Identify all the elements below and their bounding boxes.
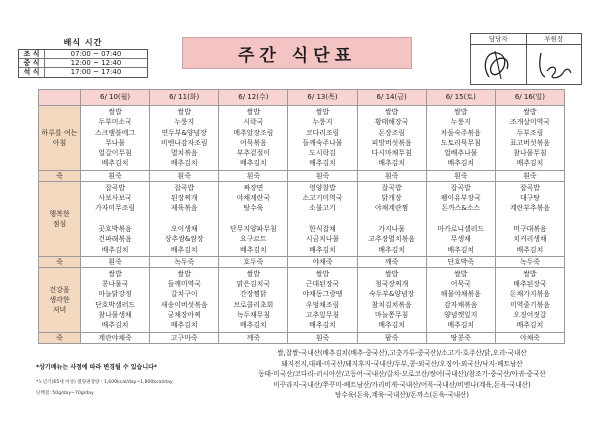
approval-column	[471, 34, 526, 84]
menu-cell	[426, 267, 495, 332]
menu-item: 야채동그랑땡	[302, 290, 343, 299]
menu-cell	[81, 267, 150, 332]
menu-item: 시금치나물	[305, 235, 340, 244]
menu-item: 도토리묵무침	[440, 138, 481, 147]
menu-item: 쌀밥	[246, 269, 260, 278]
menu-item: 도시락김	[309, 149, 336, 158]
meal-label-line: 행복한	[49, 209, 70, 218]
menu-item: 배추김치	[240, 159, 267, 168]
menu-item: 배추김치	[516, 321, 544, 330]
menu-item: 배추된장국	[513, 280, 547, 289]
meal-row	[39, 267, 565, 332]
menu-item: 콩나물국	[101, 280, 129, 289]
menu-item: 미역줄기볶음	[509, 300, 550, 309]
menu-item: 피망버섯볶음	[371, 138, 412, 147]
porridge-cell: 땅콩죽	[426, 332, 495, 343]
menu-item: 들깨숙주나물	[302, 138, 343, 147]
menu-change-notice: *상기메뉴는 사정에 따라 변경될 수 있습니다*	[36, 364, 158, 371]
porridge-cell: 흰죽	[81, 170, 150, 181]
menu-item: 코다리조림	[305, 128, 340, 137]
menu-item: 마늘쫑무침	[374, 311, 409, 320]
menu-item: 배추김치	[378, 321, 405, 330]
menu-item: 돈장조림	[378, 128, 405, 137]
origin-line: 돼지전지,대패-미국산/돼지후지-국내산/두부,콩-외국산/오징어-외국산/낙지-베트남산	[281, 359, 523, 368]
menu-cell	[495, 181, 564, 256]
menu-item: 팽이유부장국	[440, 194, 481, 203]
menu-cell	[219, 106, 288, 171]
menu-item: 참치김치볶음	[371, 300, 412, 309]
menu-item: 대구탕	[519, 194, 540, 203]
menu-item: 쌀밥	[108, 269, 122, 278]
menu-item: 두부미소국	[98, 118, 132, 127]
menu-item: 배추김치	[309, 159, 336, 168]
day-header: 6/ 13(목)	[288, 90, 357, 106]
meal-time-name: 조 식	[19, 50, 45, 58]
menu-item: 갈치구이	[170, 290, 198, 299]
menu-item: 쌀밥	[523, 108, 537, 116]
day-header: 6/ 11(화)	[150, 90, 219, 106]
menu-item: 쌀밥	[177, 269, 191, 278]
menu-item: 연두부&양념장	[161, 128, 207, 137]
porridge-cell: 호두죽	[219, 256, 288, 267]
menu-item: 쌀밥	[246, 108, 260, 116]
menu-item: 브로콜리초회	[233, 300, 274, 309]
menu-item: 단무지양파무침	[230, 224, 277, 233]
menu-item: 사보사보국	[98, 194, 132, 203]
signature-staff	[471, 45, 526, 84]
porridge-cell: 흰죽	[426, 170, 495, 181]
menu-item	[81, 214, 149, 224]
menu-item: 배추김치	[101, 159, 129, 168]
meal-time-name: 중 식	[19, 59, 45, 67]
meal-row	[39, 181, 565, 256]
day-header: 6/ 14(금)	[357, 90, 426, 106]
meal-times-table	[18, 49, 148, 78]
menu-cell	[495, 106, 564, 171]
protein-note: 단백질: 50g/day~70g/day	[36, 391, 94, 396]
porridge-cell: 흰죽	[288, 332, 357, 343]
porridge-cell: 계란야채죽	[81, 332, 150, 343]
menu-item: 돈채가지볶음	[509, 290, 550, 299]
approval-column	[526, 34, 582, 84]
meal-label	[39, 106, 81, 171]
menu-cell	[288, 181, 357, 256]
header-corner	[39, 90, 81, 106]
menu-cell	[219, 181, 288, 256]
menu-item: 궁채장아찌	[167, 311, 201, 320]
approval-label-director: 부원장	[527, 34, 582, 45]
menu-item: 누룽지	[450, 118, 471, 127]
menu-item: 고추잎무침	[305, 311, 340, 320]
menu-item: 가지나물	[378, 224, 405, 233]
porridge-row	[39, 332, 565, 343]
day-header: 6/ 12(수)	[219, 90, 288, 106]
origin-line: 동태-미국산/코다리-러시아산/고등어-국내산/갈치-모로코산/쌍어(국내산)/참조기-중국산/아귀-중국산	[258, 370, 546, 379]
meal-label-line: 건강을	[49, 285, 70, 294]
menu-item: 무나물	[105, 138, 126, 147]
menu-item	[358, 214, 426, 224]
porridge-label: 죽	[39, 170, 81, 181]
weekly-menu-table	[38, 89, 565, 344]
menu-cell	[426, 106, 495, 171]
menu-cell	[150, 267, 219, 332]
menu-item: 배추김치	[101, 245, 129, 254]
menu-item: 쌀밥	[384, 108, 399, 116]
meal-time-value: 12:00 ~ 12:40	[70, 59, 122, 67]
menu-cell	[288, 106, 357, 171]
menu-item: 누룽지	[174, 118, 195, 127]
menu-item: 배추김치	[170, 321, 198, 330]
menu-item: 상추쌈&쌈장	[164, 235, 204, 244]
menu-item: 탕수육	[243, 204, 264, 213]
menu-item: 감자채볶음	[444, 300, 478, 309]
menu-item: 소고기미역국	[302, 194, 343, 203]
menu-item: 배추김치	[101, 321, 129, 330]
menu-cell	[150, 106, 219, 171]
porridge-cell: 흰죽	[219, 170, 288, 181]
origin-line: 탕수육(돈육,계육-국내산)/돈까스(돈육-국내산)	[334, 391, 470, 400]
menu-item: 얼배추나물	[444, 149, 478, 158]
porridge-row	[39, 256, 565, 267]
meal-row	[39, 106, 565, 171]
day-header: 6/ 10(월)	[81, 90, 150, 106]
menu-item: 배추김치	[309, 321, 336, 330]
origin-line: 쌀,찹쌀-국내산(배추김치(배추-중국산),고춧가루-중국산)/소고기-호주산/닭,오리-국내산	[277, 349, 527, 357]
meal-label-line: 점심	[52, 219, 67, 228]
porridge-cell: 야채죽	[495, 332, 564, 343]
porridge-cell: 단호박죽	[426, 256, 495, 267]
menu-item: 우엉채조림	[305, 300, 340, 309]
menu-item: 배추김치	[447, 159, 475, 168]
day-header-row	[39, 90, 565, 106]
menu-item: 배추김치	[170, 245, 198, 254]
menu-item: 계란부추볶음	[509, 204, 550, 213]
menu-cell	[81, 181, 150, 256]
menu-item: 어묵볶음	[240, 138, 267, 147]
meal-time-value: 17:00 ~ 17:40	[70, 68, 122, 76]
menu-item: 곳호박볶음	[98, 224, 132, 233]
meal-time-row	[19, 50, 147, 59]
menu-item: 조개살미역국	[509, 118, 550, 127]
approval-box	[470, 33, 582, 85]
meal-label-line: 하루를 여는	[41, 128, 78, 137]
meal-time-value: 07:00 ~ 07:40	[70, 50, 122, 58]
meal-time-row	[19, 59, 147, 68]
menu-item: 쌀밥	[177, 108, 191, 116]
meal-label	[39, 181, 81, 256]
menu-item: 가자미무조림	[95, 204, 136, 213]
meal-label-line: 저녁	[52, 305, 67, 314]
menu-item: 표고버섯볶음	[509, 138, 550, 147]
porridge-row	[39, 170, 565, 181]
menu-item: 배추김치	[240, 321, 267, 330]
menu-cell	[81, 106, 150, 171]
menu-item: 배추김치	[309, 245, 336, 254]
menu-item: 스크램블에그	[95, 128, 136, 137]
menu-item: 고추장멸치볶음	[368, 235, 415, 244]
menu-item: 양념깻잎지	[444, 311, 478, 320]
origin-info	[232, 348, 572, 401]
page-title: 주간 식단표	[182, 37, 412, 69]
origin-line: 미꾸라지-국내산/쭈꾸미-베트남산/가리비게-국내산/어묵-국내산/비엔나(계육,돈육-국내산)	[273, 380, 531, 389]
notes	[36, 362, 236, 401]
menu-item: 쌀밥	[315, 108, 330, 116]
signature-director	[527, 45, 582, 84]
menu-item: 배추김치	[516, 159, 544, 168]
meal-label-line: 생각한	[49, 295, 70, 304]
menu-item: 단호박샐러드	[95, 300, 136, 309]
menu-item: 쌀밥	[523, 269, 537, 278]
menu-item: 한식잡채	[309, 224, 336, 233]
porridge-cell: 흰죽	[357, 170, 426, 181]
menu-item: 멸치볶음	[170, 149, 198, 158]
menu-item: 숙두부&양념장	[368, 290, 415, 299]
menu-item: 돈까스&소스	[441, 204, 481, 213]
menu-item: 야채계란국	[236, 194, 270, 203]
menu-item: 잡곡밥	[450, 183, 471, 192]
menu-item: 쌀밥	[108, 108, 122, 116]
menu-item: 무생채	[450, 235, 471, 244]
menu-item: 들깨미역국	[167, 280, 201, 289]
menu-cell	[288, 267, 357, 332]
approval-label-staff: 담당자	[471, 34, 526, 45]
meal-label	[39, 267, 81, 332]
menu-item: 잡곡밥	[519, 183, 540, 192]
menu-item: 배추김치	[447, 321, 475, 330]
menu-item: 배추김치	[170, 159, 198, 168]
day-header: 6/ 15(토)	[426, 90, 495, 106]
menu-item: 소불고기	[309, 204, 336, 213]
meal-label-line: 아침	[52, 138, 67, 147]
menu-cell	[495, 267, 564, 332]
menu-item: 비엔나감자조림	[160, 138, 208, 147]
menu-item: 된장찌개	[170, 194, 198, 203]
menu-item: 야채계란찜	[374, 204, 409, 213]
porridge-cell: 흰죽	[495, 170, 564, 181]
menu-item: 배추김치	[516, 245, 544, 254]
menu-item: 쌀밥	[384, 269, 399, 278]
menu-item: 오징어젓갈	[513, 311, 547, 320]
meal-time-row	[19, 68, 147, 77]
menu-item: 머구대볶음	[513, 224, 547, 233]
menu-item	[496, 214, 564, 224]
menu-cell	[357, 267, 426, 332]
porridge-cell: 흰죽	[81, 256, 150, 267]
menu-item: 부추겉절이	[236, 149, 270, 158]
menu-item: 새송이버섯볶음	[160, 300, 208, 309]
menu-item: 치커리생채	[513, 235, 547, 244]
menu-item: 어묵국	[450, 280, 471, 289]
menu-item: 오이생채	[170, 224, 198, 233]
menu-cell	[150, 181, 219, 256]
menu-item: 얼갈이무침	[98, 149, 132, 158]
porridge-cell: 깨죽	[357, 256, 426, 267]
menu-item: 짜장면	[243, 183, 264, 192]
menu-item: 잡곡밥	[174, 183, 195, 192]
menu-cell	[357, 106, 426, 171]
menu-item: 참나물생채	[98, 311, 132, 320]
porridge-label: 죽	[39, 256, 81, 267]
menu-item: 두부조림	[516, 128, 544, 137]
menu-item: 쌀밥	[315, 269, 330, 278]
energy-note: *노년기(65세 이상) 열량권장량 : 1,600kcal/day~1,800kcal/day	[36, 380, 173, 385]
porridge-cell: 야채죽	[288, 256, 357, 267]
menu-item: 황태해장국	[374, 118, 409, 127]
menu-item	[288, 214, 356, 224]
menu-item	[427, 214, 495, 224]
menu-item: 참나물무침	[513, 149, 547, 158]
menu-item: 마카로니샐러드	[437, 224, 485, 233]
menu-item: 청국장찌개	[374, 280, 409, 289]
menu-cell	[426, 181, 495, 256]
menu-item: 간장찜닭	[240, 290, 267, 299]
menu-cell	[357, 181, 426, 256]
menu-item: 다시마채무침	[371, 149, 412, 158]
menu-item: 쌀밥	[454, 108, 468, 116]
menu-item: 쌀밥	[454, 269, 468, 278]
porridge-cell: 녹두죽	[495, 256, 564, 267]
menu-item: 영양찰밥	[309, 183, 336, 192]
menu-cell	[219, 267, 288, 332]
menu-item: 잡곡밥	[381, 183, 402, 192]
menu-item: 배추김치	[378, 159, 405, 168]
menu-item: 차돌숙주볶음	[440, 128, 481, 137]
menu-item: 배추김치	[378, 245, 405, 254]
porridge-cell: 깨죽	[219, 332, 288, 343]
menu-item: 제육볶음	[170, 204, 198, 213]
porridge-cell: 팥죽	[357, 332, 426, 343]
day-header: 6/ 16(일)	[495, 90, 564, 106]
menu-item	[219, 214, 287, 224]
menu-item: 배추김치	[447, 245, 475, 254]
menu-item	[150, 214, 218, 224]
menu-item: 해물야채볶음	[440, 290, 481, 299]
menu-item: 맑은김치국	[236, 280, 270, 289]
menu-item: 잡곡밥	[105, 183, 126, 192]
menu-item: 녹두채무침	[236, 311, 270, 320]
menu-item: 닭개장	[381, 194, 402, 203]
menu-item: 시락국	[243, 118, 264, 127]
porridge-cell: 녹두죽	[150, 256, 219, 267]
menu-item: 누룽지	[312, 118, 333, 127]
menu-item: 마늘닭강정	[98, 290, 132, 299]
porridge-cell: 흰죽	[150, 170, 219, 181]
menu-item: 건파래볶음	[98, 235, 132, 244]
porridge-cell: 흰죽	[288, 170, 357, 181]
meal-time-name: 석 식	[19, 68, 45, 77]
meal-times-title: 배식 시간	[63, 38, 103, 47]
porridge-cell: 고구마죽	[150, 332, 219, 343]
menu-item: 요구르트	[240, 235, 267, 244]
menu-item: 메추알장조림	[233, 128, 274, 137]
menu-item: 배추김치	[240, 245, 267, 254]
porridge-label: 죽	[39, 332, 81, 343]
menu-item: 근대된장국	[305, 280, 340, 289]
